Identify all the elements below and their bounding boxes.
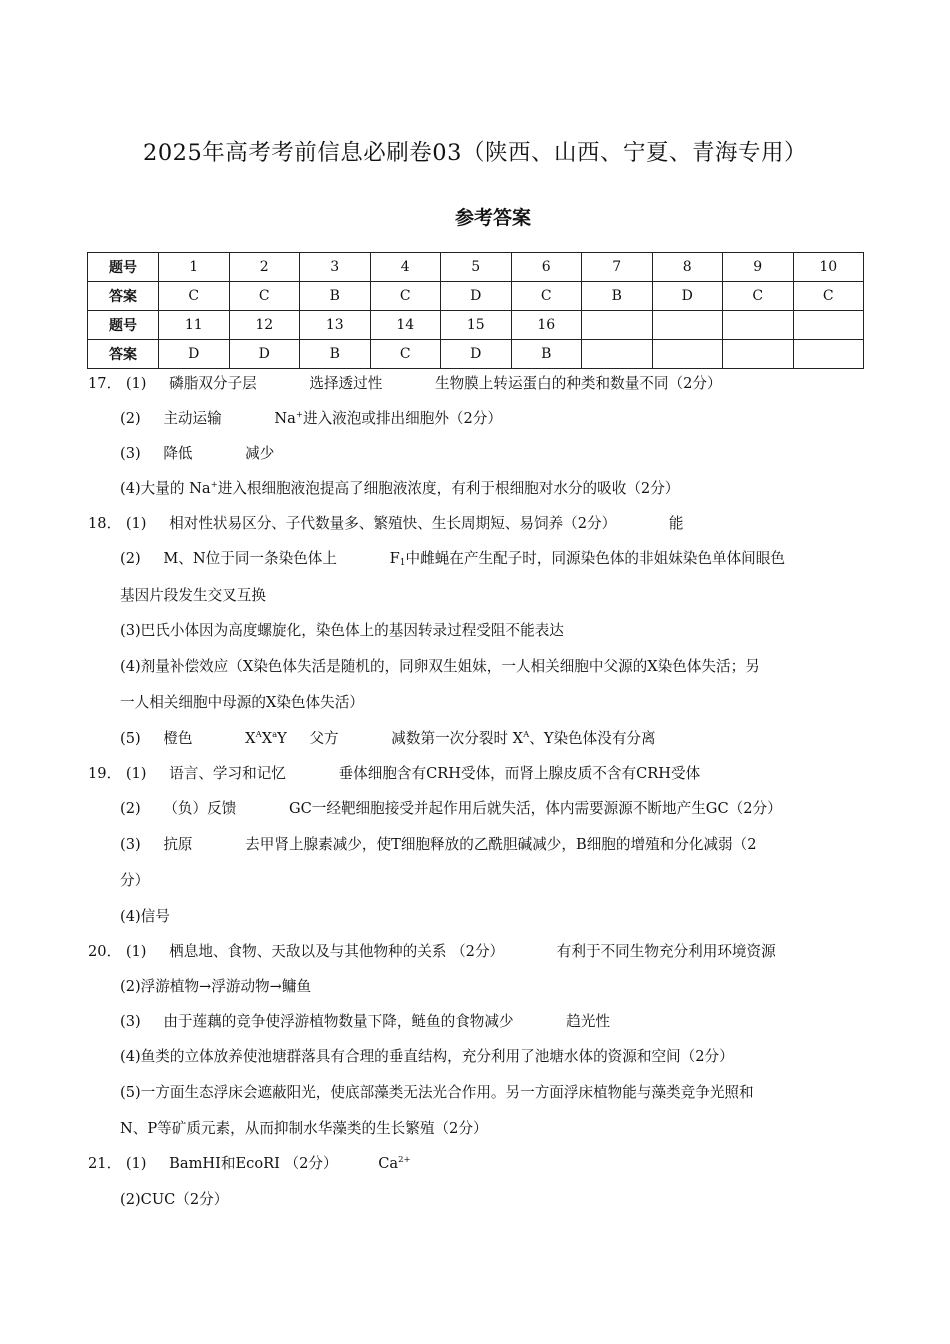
- table-cell: [723, 311, 794, 340]
- table-cell: 14: [370, 311, 441, 340]
- answer-text: 选择透过性: [309, 375, 383, 392]
- table-cell: D: [229, 340, 300, 369]
- answer-text: (3)巴氏小体因为高度螺旋化，染色体上的基因转录过程受阻不能表达: [120, 622, 564, 639]
- question-number: 20．: [88, 943, 122, 960]
- answer-text: 有利于不同生物充分利用环境资源: [556, 943, 776, 960]
- genotype: $X^AX^aY$: [245, 730, 287, 747]
- table-row: [88, 253, 864, 282]
- answer-text: 进入根细胞液泡提高了细胞液浓度，有利于根细胞对水分的吸收（2分）: [217, 480, 680, 497]
- answer-text: Ca: [378, 1155, 399, 1172]
- table-cell: 4: [370, 253, 441, 282]
- part-label: (1): [125, 375, 147, 392]
- q20-part5: [120, 1081, 754, 1102]
- table-header-answer: 答案: [88, 282, 159, 311]
- table-cell: [582, 311, 653, 340]
- question-number: 21．: [88, 1155, 122, 1172]
- table-cell: 6: [511, 253, 582, 282]
- part-label: (2): [120, 410, 141, 427]
- q18-part4-cont: [120, 691, 364, 712]
- table-row: [88, 282, 864, 311]
- answer-text: 减少: [245, 445, 275, 462]
- superscript: +: [210, 480, 218, 490]
- answer-text: 主动运输: [163, 410, 222, 427]
- table-row: [88, 340, 864, 369]
- answer-text: 降低: [163, 445, 193, 462]
- answer-text: 去甲肾上腺素减少，使T细胞释放的乙酰胆碱减少，B细胞的增殖和分化减弱（2: [245, 836, 757, 853]
- answer-text: (4)信号: [120, 908, 170, 925]
- table-cell: 16: [511, 311, 582, 340]
- answer-table: [87, 252, 864, 369]
- part-label: (5): [120, 730, 141, 747]
- superscript: A: [523, 730, 530, 740]
- table-cell: 3: [300, 253, 371, 282]
- q17-part3: [120, 442, 274, 463]
- table-cell: C: [723, 282, 794, 311]
- part-label: (1): [125, 1155, 147, 1172]
- table-cell: 12: [229, 311, 300, 340]
- question-number: 18．: [88, 515, 122, 532]
- table-cell: 1: [159, 253, 230, 282]
- table-cell: 13: [300, 311, 371, 340]
- part-label: (2): [120, 550, 141, 567]
- q18-part5: [120, 727, 656, 748]
- q20-part2: [120, 975, 311, 996]
- q19-part3: [120, 833, 757, 854]
- subscript: 1: [399, 558, 406, 568]
- answer-text: (2)CUC（2分）: [120, 1191, 229, 1208]
- q19-part2: [120, 797, 782, 818]
- q17-part4: [120, 477, 679, 498]
- table-cell: B: [582, 282, 653, 311]
- answer-text: 减数第一次分裂时 X: [391, 730, 524, 747]
- table-cell: 11: [159, 311, 230, 340]
- answer-text: 分）: [120, 872, 150, 889]
- q19-part1: [88, 762, 700, 783]
- q21-part2: [120, 1188, 228, 1209]
- table-cell: C: [511, 282, 582, 311]
- q18-part3: [120, 619, 564, 640]
- answer-text: (2)浮游植物→浮游动物→鳙鱼: [120, 978, 312, 995]
- q19-part4: [120, 905, 170, 926]
- answer-text: 橙色: [163, 730, 193, 747]
- table-cell: 5: [441, 253, 512, 282]
- part-label: (1): [125, 515, 147, 532]
- table-cell: C: [229, 282, 300, 311]
- table-cell: 7: [582, 253, 653, 282]
- table-cell: 9: [723, 253, 794, 282]
- answer-text: 、Y染色体没有分离: [529, 730, 656, 747]
- page-title: 2025年高考考前信息必刷卷03（陕西、山西、宁夏、青海专用）: [143, 140, 807, 166]
- q20-part1: [88, 940, 776, 961]
- answer-text: 相对性状易区分、子代数量多、繁殖快、生长周期短、易饲养（2分）: [169, 515, 617, 532]
- answer-text: 一人相关细胞中母源的X染色体失活）: [120, 694, 364, 711]
- answer-text: 栖息地、食物、天敌以及与其他物种的关系 （2分）: [169, 943, 505, 960]
- answer-text: 基因片段发生交叉互换: [120, 587, 266, 604]
- answer-text: M、N位于同一条染色体上: [163, 550, 337, 567]
- table-row: [88, 311, 864, 340]
- q18-part1: [88, 512, 684, 533]
- answer-text: 由于莲藕的竞争使浮游植物数量下降，鲢鱼的食物减少: [163, 1013, 514, 1030]
- answer-text: (4)鱼类的立体放养使池塘群落具有合理的垂直结构，充分利用了池塘水体的资源和空间（2分）: [120, 1048, 734, 1065]
- answer-text: 语言、学习和记忆: [169, 765, 286, 782]
- answer-text: 抗原: [163, 836, 193, 853]
- table-cell: C: [159, 282, 230, 311]
- answer-text: 生物膜上转运蛋白的种类和数量不同（2分）: [434, 375, 722, 392]
- part-label: (3): [120, 836, 141, 853]
- q21-part1: [88, 1152, 411, 1173]
- superscript: +: [295, 410, 303, 420]
- table-cell: [793, 340, 864, 369]
- answer-text: BamHⅠ和EcoRⅠ （2分）: [169, 1155, 338, 1172]
- answer-text: 趋光性: [566, 1013, 611, 1030]
- part-label: (1): [125, 765, 147, 782]
- q17-part1: [88, 372, 722, 393]
- table-cell: 2: [229, 253, 300, 282]
- table-header-answer: 答案: [88, 340, 159, 369]
- q18-part4: [120, 655, 760, 676]
- table-cell: D: [441, 282, 512, 311]
- answer-text: 父方: [309, 730, 339, 747]
- answer-text: （负）反馈: [163, 800, 237, 817]
- table-cell: [652, 340, 723, 369]
- answer-text: F: [389, 550, 400, 567]
- table-cell: 8: [652, 253, 723, 282]
- q20-part4: [120, 1045, 734, 1066]
- answer-text: (4)剂量补偿效应（X染色体失活是随机的，同卵双生姐妹，一人相关细胞中父源的X染色体失活；另: [120, 658, 760, 675]
- table-cell: C: [370, 282, 441, 311]
- answer-text: 能: [668, 515, 684, 532]
- part-label: (3): [120, 1013, 141, 1030]
- table-cell: B: [511, 340, 582, 369]
- answer-text: N、P等矿质元素，从而抑制水华藻类的生长繁殖（2分）: [120, 1120, 488, 1137]
- answer-text: 中雌蝇在产生配子时，同源染色体的非姐妹染色单体间眼色: [405, 550, 785, 567]
- answer-text: (4)大量的 Na: [120, 480, 211, 497]
- table-cell: [652, 311, 723, 340]
- table-cell: 10: [793, 253, 864, 282]
- table-cell: C: [370, 340, 441, 369]
- q17-part2: [120, 407, 502, 428]
- q20-part5-cont: [120, 1117, 488, 1138]
- answer-text: 磷脂双分子层: [169, 375, 257, 392]
- table-cell: D: [652, 282, 723, 311]
- table-cell: B: [300, 340, 371, 369]
- q18-part2: [120, 547, 785, 568]
- table-cell: [723, 340, 794, 369]
- superscript: 2+: [398, 1155, 411, 1165]
- q18-part2-cont: [120, 584, 266, 605]
- table-cell: [793, 311, 864, 340]
- table-cell: 15: [441, 311, 512, 340]
- q19-part3-cont: [120, 869, 149, 890]
- table-header-question: 题号: [88, 311, 159, 340]
- part-label: (3): [120, 445, 141, 462]
- page-subtitle: 参考答案: [454, 207, 531, 229]
- question-number: 19．: [88, 765, 122, 782]
- part-label: (2): [120, 800, 141, 817]
- part-label: (1): [125, 943, 147, 960]
- q20-part3: [120, 1010, 610, 1031]
- table-cell: [582, 340, 653, 369]
- table-header-question: 题号: [88, 253, 159, 282]
- answer-text: (5)一方面生态浮床会遮蔽阳光，使底部藻类无法光合作用。另一方面浮床植物能与藻类竞争光照和: [120, 1084, 754, 1101]
- answer-text: 进入液泡或排出细胞外（2分）: [302, 410, 502, 427]
- question-number: 17．: [88, 375, 122, 392]
- table-cell: C: [793, 282, 864, 311]
- table-cell: B: [300, 282, 371, 311]
- table-cell: D: [159, 340, 230, 369]
- answer-text: 垂体细胞含有CRH受体，而肾上腺皮质不含有CRH受体: [338, 765, 701, 782]
- table-cell: D: [441, 340, 512, 369]
- answer-text: GC一经靶细胞接受并起作用后就失活，体内需要源源不断地产生GC（2分）: [288, 800, 782, 817]
- answer-text: Na: [274, 410, 296, 427]
